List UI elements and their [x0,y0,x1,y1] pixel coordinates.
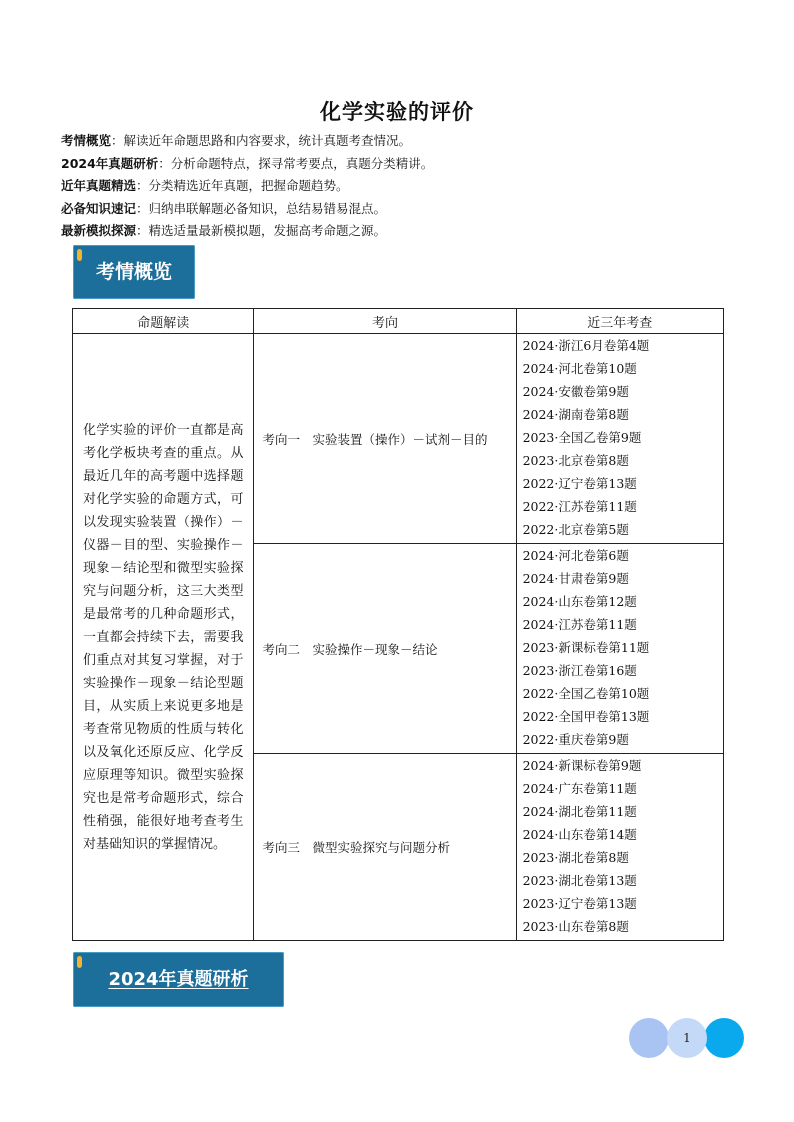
exam-item: 2024·河北卷第6题 [522,548,629,563]
exam-item: 2024·湖北卷第11题 [522,804,637,819]
exam-item: 2022·全国甲卷第13题 [522,709,650,724]
exam-item: 2022·江苏卷第11题 [522,499,637,514]
exam-item: 2024·广东卷第11题 [522,781,637,796]
section-heading-overview: 考情概览 [73,245,195,299]
exam-item: 2024·安徽卷第9题 [522,384,629,399]
page-title: 化学实验的评价 [320,100,474,124]
exam-item: 2023·山东卷第8题 [522,919,629,934]
exam-item: 2022·重庆卷第9题 [522,732,629,747]
section-heading-analysis: 2024年真题研析 [73,952,284,1007]
exam-item: 2024·甘肃卷第9题 [522,571,629,586]
exam-item: 2024·新课标卷第9题 [522,758,642,773]
circle-icon [704,1018,744,1058]
table-header: 考向 [254,309,516,334]
exam-item: 2024·河北卷第10题 [522,361,637,376]
circle-icon [629,1018,669,1058]
intro-item: 必备知识速记：归纳串联解题必备知识，总结易错易混点。 [61,200,387,216]
exam-item: 2023·浙江卷第16题 [522,663,637,678]
page-number: 1 [667,1018,707,1058]
exam-item: 2023·新课标卷第11题 [522,640,650,655]
bookmark-icon [77,956,82,968]
table-header: 近三年考查 [516,309,723,334]
exam-item: 2024·山东卷第14题 [522,827,637,842]
exam-table [72,308,724,941]
direction-cell: 考向三 微型实验探究与问题分析 [254,754,516,941]
exam-item: 2024·山东卷第12题 [522,594,637,609]
page-indicator [629,1018,744,1058]
intro-item: 最新模拟探源：精选适量最新模拟题，发掘高考命题之源。 [61,223,387,238]
exam-item: 2022·辽宁卷第13题 [522,476,637,491]
exam-item: 2022·北京卷第5题 [522,522,629,537]
exam-item: 2023·全国乙卷第9题 [522,430,642,445]
table-row [73,334,724,544]
exam-item: 2023·湖北卷第13题 [522,873,637,888]
exam-list [516,754,723,941]
exam-item: 2023·辽宁卷第13题 [522,896,637,911]
direction-cell: 考向一 实验装置（操作）－试剂－目的 [254,334,516,544]
interpretation-text: 化学实验的评价一直都是高考化学板块考查的重点。从最近几年的高考题中选择题对化学实验的命题方式，可以发现实验装置（操作）－仪器－目的型、实验操作－现象－结论型和微型实验探究与问题分析，这三大类型是最常考的几种命题形式，一直都会持续下去，需要我们重点对其复习掌握，对于实验操作－现象－结论型题目，从实质上来说更多地是考查常见物质的性质与转化以及氧化还原反应、化学反应原理等知识。微型实验探究也是常考命题形式，综合性稍强，能很好地考查考生对基础知识的掌握情况。 [73,334,254,941]
exam-item: 2024·浙江6月卷第4题 [522,338,650,353]
exam-item: 2024·江苏卷第11题 [522,617,637,632]
intro-list [61,130,433,243]
intro-item: 2024年真题研析：分析命题特点，探寻常考要点，真题分类精讲。 [61,155,434,171]
table-header-row [73,309,724,334]
intro-item: 考情概览：解读近年命题思路和内容要求，统计真题考查情况。 [61,133,412,148]
intro-item: 近年真题精选：分类精选近年真题，把握命题趋势。 [61,178,349,193]
exam-list [516,544,723,754]
table-header: 命题解读 [73,309,254,334]
exam-item: 2024·湖南卷第8题 [522,407,629,422]
exam-list [516,334,723,544]
exam-item: 2023·北京卷第8题 [522,453,629,468]
exam-item: 2022·全国乙卷第10题 [522,686,650,701]
bookmark-icon [77,249,82,261]
exam-item: 2023·湖北卷第8题 [522,850,629,865]
direction-cell: 考向二 实验操作－现象－结论 [254,544,516,754]
